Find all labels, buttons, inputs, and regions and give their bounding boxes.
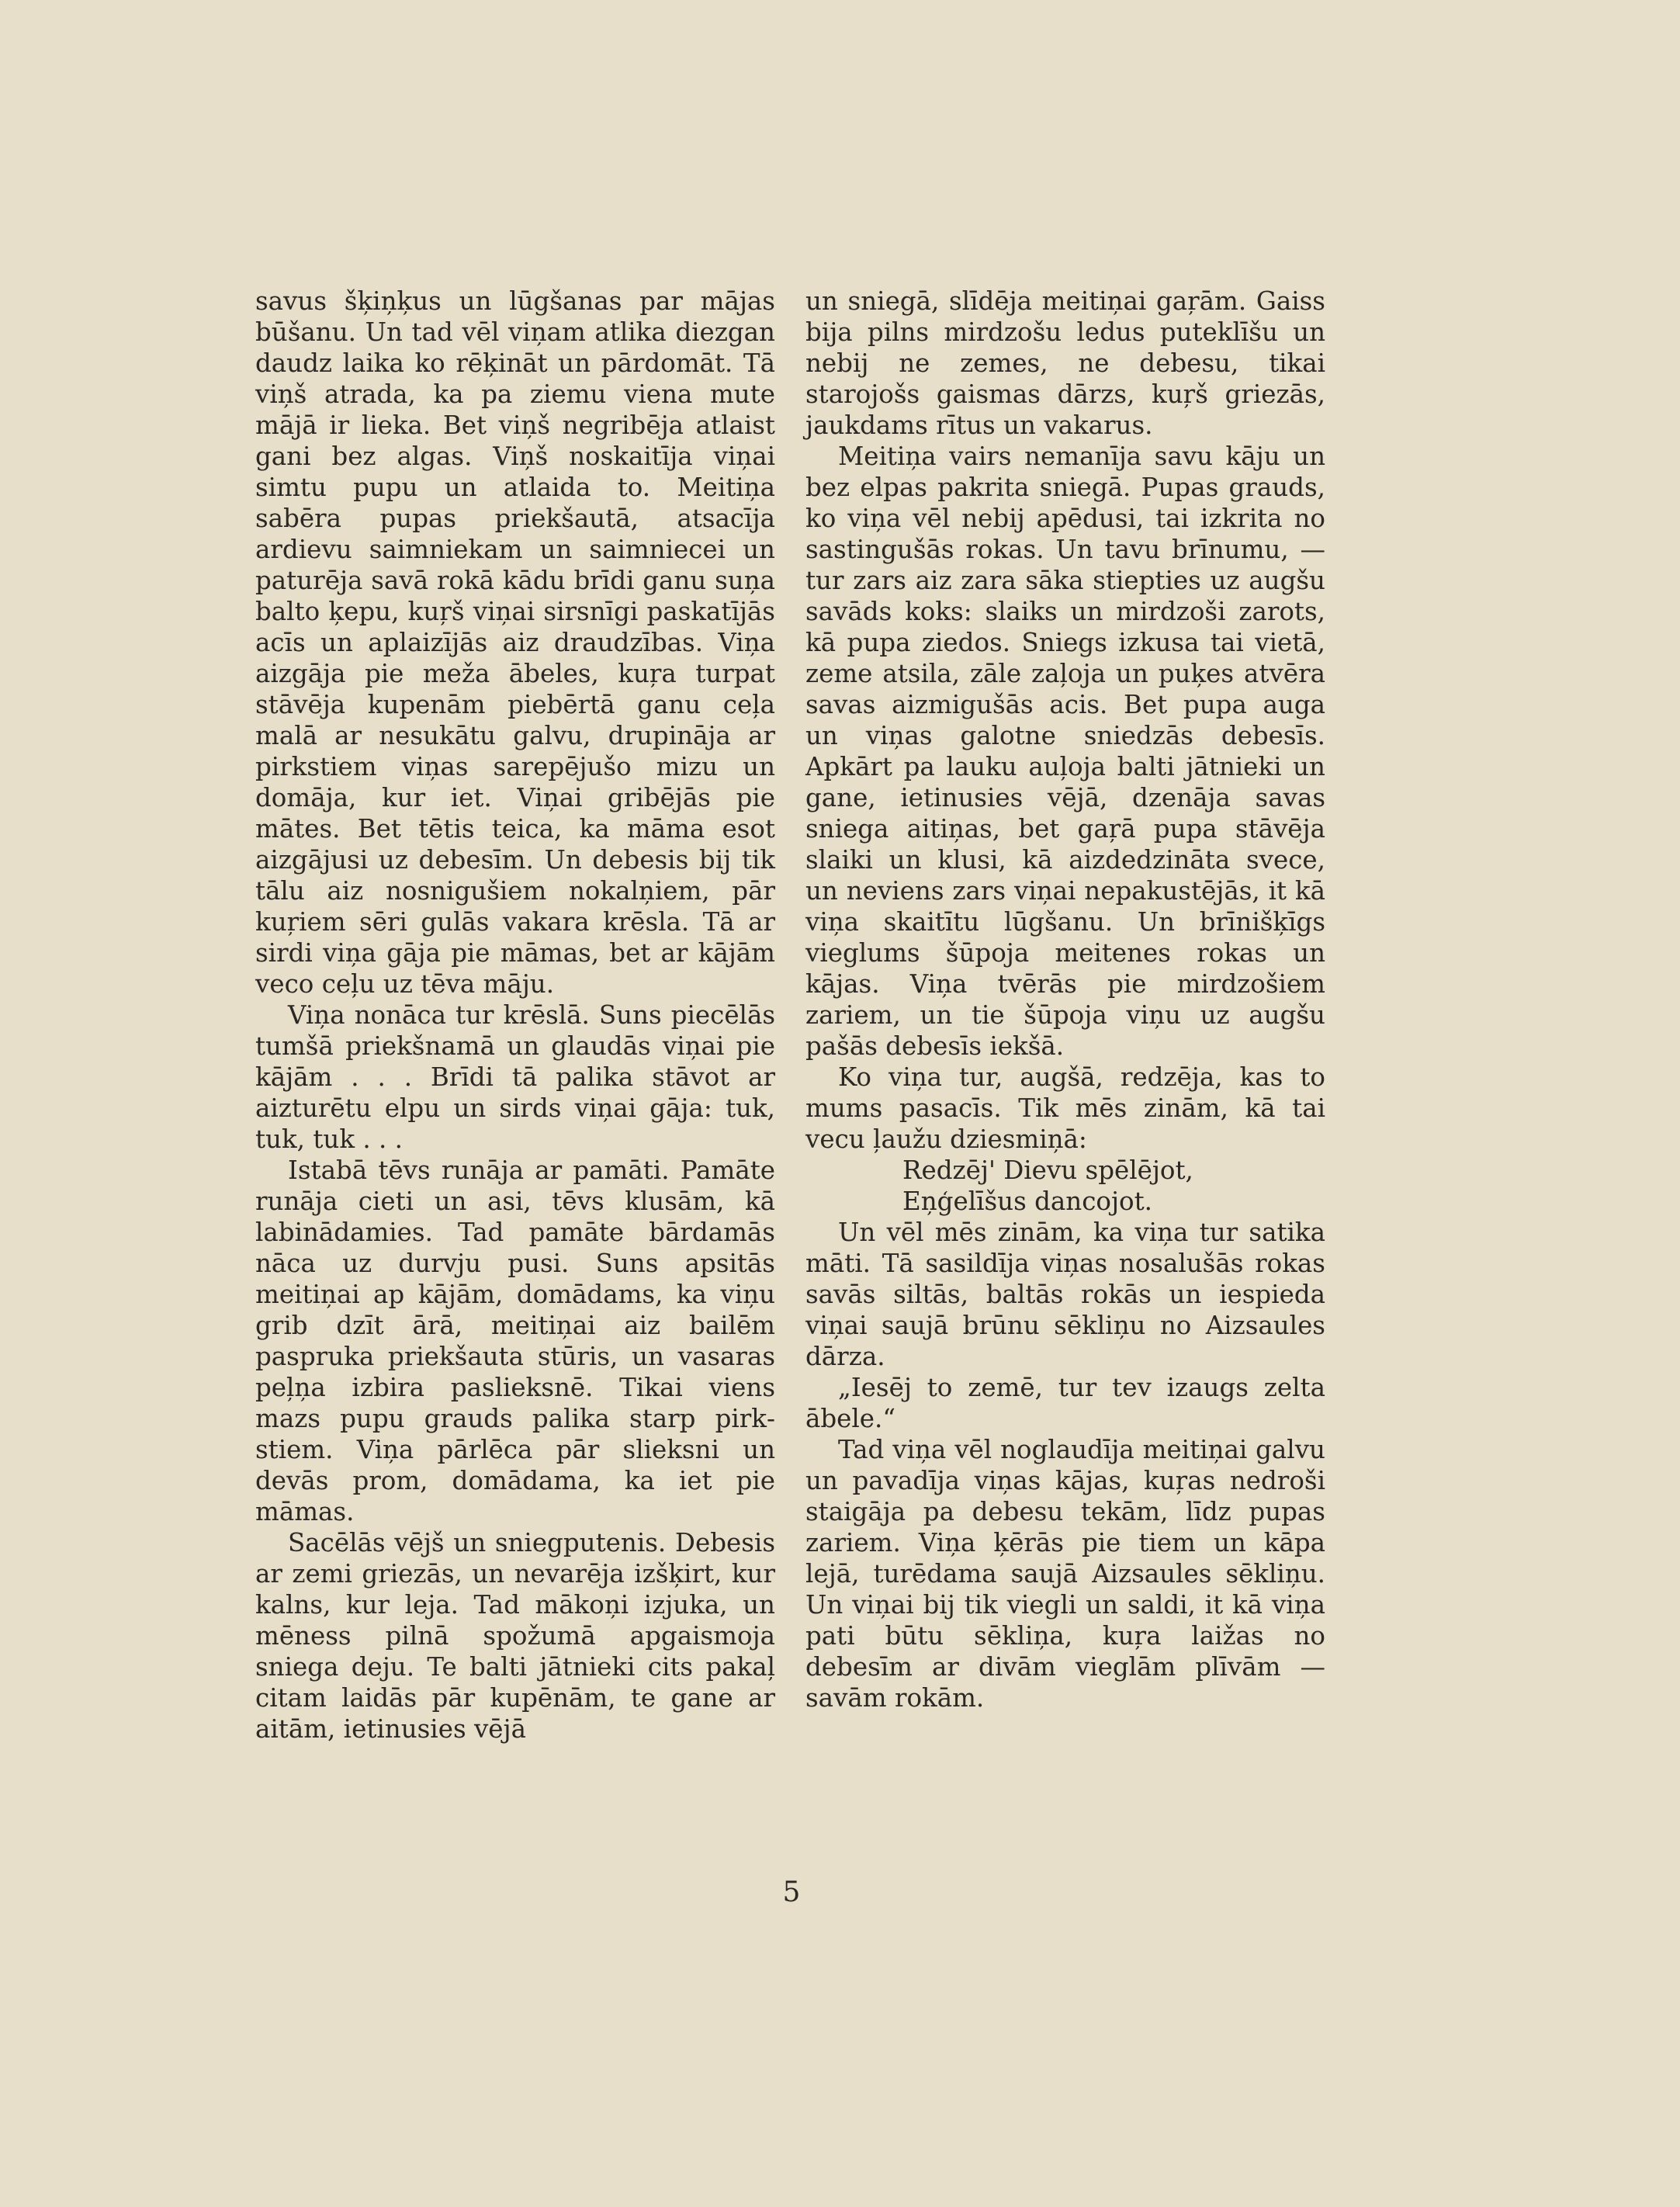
paragraph: „Iesēj to zemē, tur tev izaugs zelta ābele.“: [805, 1373, 1325, 1433]
paragraph: Un vēl mēs zinām, ka viņa tur satika māti. Tā sasildīja viņas nosalušās rokas savās siltās, baltās rokās un iespieda viņai saujā brūnu sēkliņu no Aizsaules dārza.: [805, 1218, 1325, 1371]
paragraph: Viņa nonāca tur krēslā. Suns piecēlās tumšā priekšnamā un glaudās viņai pie kājām . . . Brīdi tā palika stāvot ar aizturētu elpu un sirds viņai gāja: tuk, tuk, tuk . . .: [255, 1000, 775, 1154]
page-number: 5: [782, 1876, 801, 1908]
left-text-column: [255, 286, 775, 1744]
right-text-column: [805, 286, 1325, 1713]
verse-line: Eņģelīšus dancojot.: [902, 1187, 1153, 1216]
paragraph: Tad viņa vēl noglaudīja meitiņai galvu un pavadīja viņas kājas, kuŗas nedroši staigāja pa debesu tekām, līdz pupas zariem. Viņa ķērās pie tiem un kāpa lejā, turēdama saujā Aizsaules sēkliņu. Un viņai bij tik viegli un saldi, it kā viņa pati būtu sēkliņa, kuŗa laižas no debesīm ar divām vieglām plīvām — savām rokām.: [805, 1435, 1325, 1713]
paragraph: un sniegā, slīdēja meitiņai gaŗām. Gaiss bija pilns mirdzošu ledus puteklīšu un nebij ne zemes, ne debesu, tikai starojošs gaismas dārzs, kuŗš griezās, jaukdams rītus un vakarus.: [805, 286, 1325, 440]
verse-line: Redzēj' Dievu spēlējot,: [902, 1155, 1193, 1185]
paragraph: Meitiņa vairs nemanīja savu kāju un bez elpas pakrita sniegā. Pupas grauds, ko viņa vēl nebij apēdusi, tai izkrita no sastingušās rokas. Un tavu brīnumu, — tur zars aiz zara sāka stiepties uz augšu savāds koks: slaiks un mirdzoši zarots, kā pupa ziedos. Sniegs izkusa tai vietā, zeme atsila, zāle zaļoja un puķes atvēra savas aizmigušās acis. Bet pupa auga un viņas galotne sniedzās debesīs. Apkārt pa lauku auļoja balti jātnieki un gane, ietinusies vējā, dzenāja savas sniega aitiņas, bet gaŗā pupa stāvēja slaiki un klusi, kā aizdedzināta svece, un neviens zars viņai nepakustējās, it kā viņa skaitītu lūgšanu. Un brīnišķīgs vieglums šūpoja meitenes rokas un kājas. Viņa tvērās pie mirdzošiem zariem, un tie šūpoja viņu uz augšu pašās debesīs iekšā.: [805, 442, 1325, 1061]
paragraph: savus šķiņķus un lūgšanas par mājas būšanu. Un tad vēl viņam atlika diezgan daudz laika ko rēķināt un pārdomāt. Tā viņš atrada, ka pa ziemu viena mute mājā ir lieka. Bet viņš negribēja atlaist gani bez algas. Viņš noskaitīja viņai simtu pupu un atlaida to. Meitiņa sabēra pupas priekšautā, atsacīja ardievu saimniekam un saimniecei un paturēja savā rokā kādu brīdi ganu suņa balto ķepu, kuŗš viņai sirsnīgi paskatījās acīs un aplaizījās aiz draudzības. Viņa aizgāja pie meža ābeles, kuŗa turpat stāvēja kupenām piebērtā ganu ceļa malā ar nesukātu galvu, drupināja ar pirkstiem viņas sarepējušo mizu un domāja, kur iet. Viņai gribējās pie mātes. Bet tētis teica, ka māma esot aizgājusi uz debesīm. Un debesis bij tik tālu aiz nosnigušiem nokalņiem, pār kuŗiem sēri gulās vakara krēsla. Tā ar sirdi viņa gāja pie māmas, bet ar kājām veco ceļu uz tēva māju.: [255, 286, 775, 999]
paragraph: Ko viņa tur, augšā, redzēja, kas to mums pasacīs. Tik mēs zinām, kā tai vecu ļaužu dziesmiņā:: [805, 1062, 1325, 1154]
paragraph: Istabā tēvs runāja ar pamāti. Pamāte runāja cieti un asi, tēvs klusām, kā labinādamies. Tad pamāte bārdamās nāca uz durvju pusi. Suns apsitās meitiņai ap kājām, domādams, ka viņu grib dzīt ārā, meitiņai aiz bailēm paspruka priekšauta stūris, un vasaras peļņa izbira paslieksnē. Tikai viens mazs pupu grauds palika starp pirkstiem. Viņa pārlēca pār slieksni un devās prom, domādama, ka iet pie māmas.: [255, 1155, 775, 1526]
song-verse: [902, 1155, 1325, 1217]
paragraph: Sacēlās vējš un sniegputenis. Debesis ar zemi griezās, un nevarēja izšķirt, kur kalns, kur leja. Tad mākoņi izjuka, un mēness pilnā spožumā apgaismoja sniega deju. Te balti jātnieki cits pakaļ citam laidās pār kupēnām, te gane ar aitām, ietinusies vējā: [255, 1528, 775, 1744]
